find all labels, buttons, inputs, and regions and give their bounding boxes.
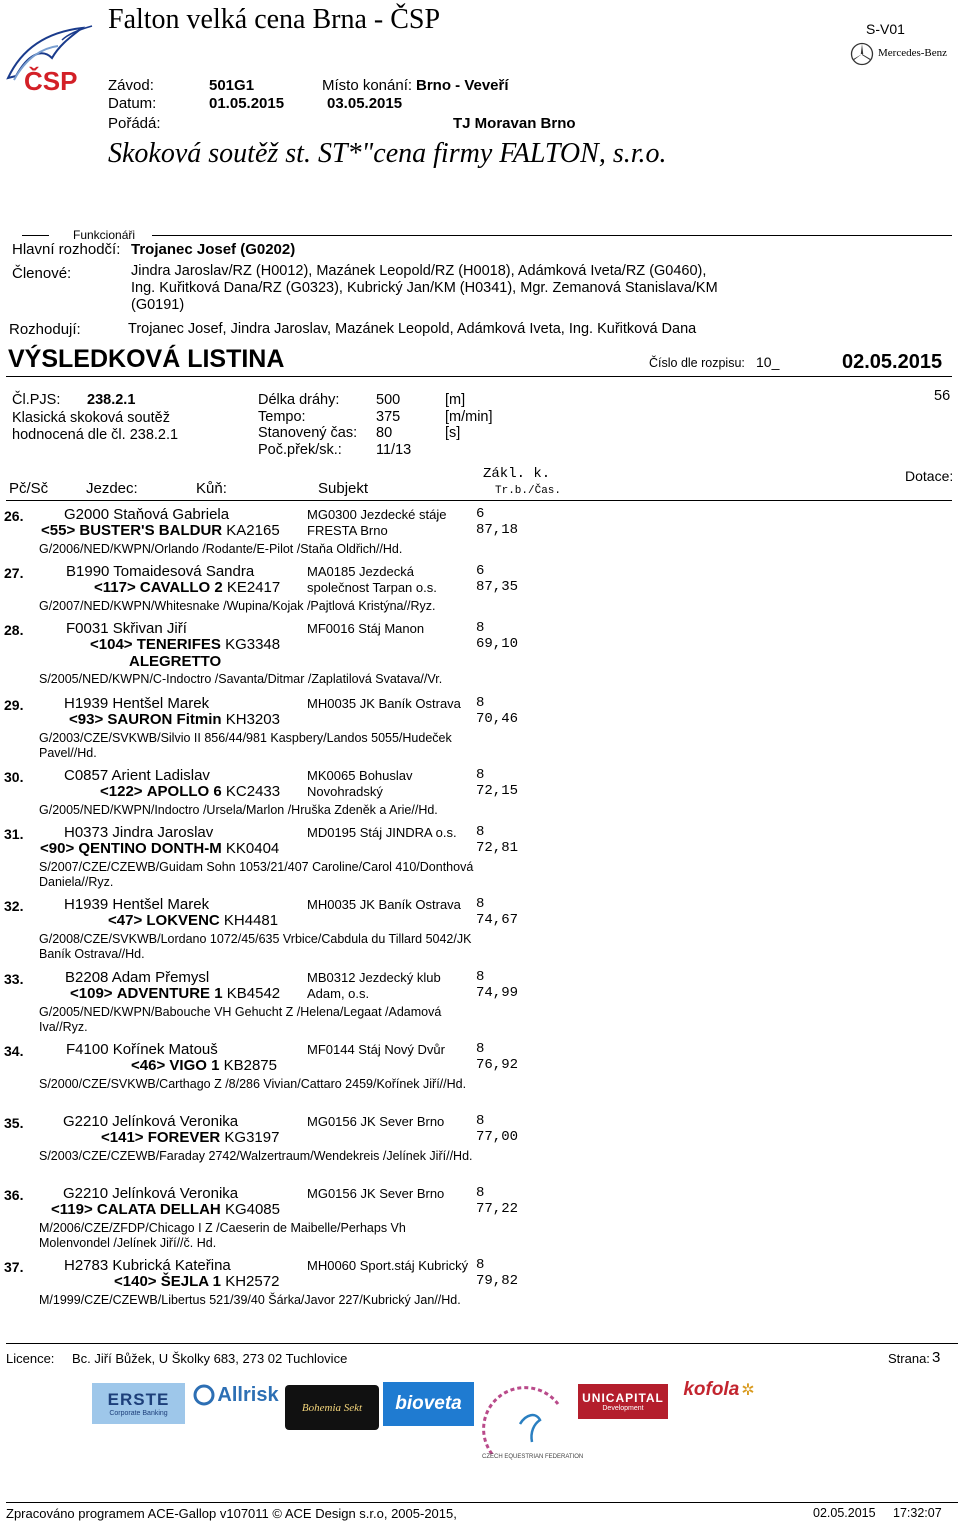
penalties: 8 [476, 1041, 485, 1057]
horse [101, 1129, 279, 1146]
table-header-divider [6, 500, 952, 501]
horse-name-extra [129, 653, 221, 670]
pedigree: S/2005/NED/KWPN/C-Indoctro /Savanta/Ditmar /Zaplatilová Svatava//Vr. [39, 672, 443, 686]
tempo-value: 375 [376, 409, 401, 425]
rank: 33. [4, 971, 24, 987]
horse-name: ADVENTURE 1 [116, 985, 223, 1002]
strana-value: 3 [932, 1349, 941, 1366]
horse-number: <122> [100, 783, 143, 800]
misto-label: Místo konání: [322, 77, 413, 94]
horse-id: KG3348 [225, 636, 281, 653]
penalties: 8 [476, 1257, 485, 1273]
horse-id: KB2875 [223, 1057, 277, 1074]
kofola-logo [672, 1380, 766, 1400]
horse-name: VIGO 1 [169, 1057, 220, 1074]
horse-name: TENERIFES [136, 636, 221, 653]
chief-value: Trojanec Josef (G0202) [131, 241, 296, 258]
prek-label: Poč.přek/sk.: [258, 442, 342, 458]
penalties: 6 [476, 506, 485, 522]
bioveta-text: bioveta [395, 1393, 462, 1414]
allrisk-logo [190, 1380, 282, 1410]
time: 70,46 [476, 711, 519, 727]
horse-name: APOLLO 6 [146, 783, 222, 800]
bioveta-logo [383, 1382, 474, 1426]
col-pc: Pč/Sč [9, 480, 49, 497]
horse-name: BUSTER'S BALDUR [79, 522, 223, 539]
members-label: Členové: [12, 265, 72, 282]
bohemia-text: Bohemia Sekt [301, 1401, 363, 1414]
col-zakl: Zákl. k. [483, 466, 551, 482]
rank: 32. [4, 898, 24, 914]
prek-value: 11/13 [376, 442, 412, 458]
delka-value: 500 [376, 392, 401, 408]
owner: MG0300 Jezdecké stáje FRESTA Brno [307, 507, 447, 538]
licence-label: Licence: [6, 1351, 55, 1366]
rider-name: H1939 Hentšel Marek [64, 695, 210, 712]
horse-number: <55> [41, 522, 76, 539]
datum-label: Datum: [108, 95, 157, 112]
horse-id: KG4085 [224, 1201, 280, 1218]
penalties: 8 [476, 896, 485, 912]
horse-id: KB4542 [226, 985, 281, 1002]
pedigree: M/2006/CZE/ZFDP/Chicago I Z /Caeserin de Maibelle/Perhaps Vh Molenvondel /Jelínek Jiří//č. Hd. [39, 1221, 406, 1250]
horse-name-line2: ALEGRETTO [129, 653, 222, 670]
members-line3: (G0191) [131, 297, 185, 313]
horse [114, 1273, 279, 1290]
rider-name: H0373 Jindra Jaroslav [64, 824, 214, 841]
col-kun: Kůň: [196, 480, 227, 497]
horse-number: <140> [114, 1273, 157, 1290]
rank: 27. [4, 565, 24, 581]
horse-number: <90> [40, 840, 75, 857]
horse-name: QENTINO DONTH-M [78, 840, 222, 857]
divider-left [22, 235, 49, 236]
horse [70, 985, 280, 1002]
results-date: 02.05.2015 [842, 351, 943, 373]
pedigree: G/2003/CZE/SVKWB/Silvio II 856/44/981 Kaspbery/Landos 5055/Hudeček Pavel//Hd. [39, 731, 452, 760]
misto-value: Brno - Veveří [416, 77, 509, 94]
mercedes-text: Mercedes-Benz [878, 47, 948, 59]
owner: MF0016 Stáj Manon [307, 621, 425, 636]
porada-value: TJ Moravan Brno [453, 115, 576, 132]
porada-label: Pořádá: [108, 115, 161, 132]
licence-value: Bc. Jiří Bůžek, U Školky 683, 273 02 Tuchlovice [72, 1351, 348, 1366]
members-line2: Ing. Kuřitková Dana/RZ (G0323), Kubrický Jan/KM (H0341), Mgr. Zemanová Stanislava/KM [131, 280, 718, 296]
horse [131, 1057, 277, 1074]
strana-label: Strana: [888, 1351, 930, 1366]
rank: 35. [4, 1115, 24, 1131]
rider-name: B1990 Tomaidesová Sandra [66, 563, 255, 580]
time: 79,82 [476, 1273, 519, 1289]
rider-name: F4100 Kořínek Matouš [66, 1041, 218, 1058]
horse-name: CAVALLO 2 [139, 579, 223, 596]
csp-logo-text: ČSP [24, 66, 78, 96]
horse-id: KG3197 [224, 1129, 280, 1146]
horse-number: <119> [51, 1201, 93, 1218]
erste-text: ERSTE [107, 1390, 170, 1409]
cef-text: CZECH EQUESTRIAN FEDERATION [482, 1454, 584, 1460]
owner: MK0065 Bohuslav Novohradský [307, 768, 413, 799]
cas-value: 80 [376, 425, 393, 441]
horse [90, 636, 280, 653]
horse-number: <46> [131, 1057, 166, 1074]
cas-unit: [s] [445, 425, 461, 441]
rozpis-label: Číslo dle rozpisu: [649, 356, 745, 370]
horse-id: KC2433 [225, 783, 281, 800]
owner: MH0060 Sport.stáj Kubrický [307, 1258, 469, 1273]
starters-count: 56 [934, 388, 951, 404]
pedigree: S/2000/CZE/SVKWB/Carthago Z /8/286 Vivian/Cattaro 2459/Kořínek Jiří//Hd. [39, 1077, 467, 1091]
allrisk-swirl-icon [193, 1384, 215, 1406]
horse-name: CALATA DELLAH [96, 1201, 221, 1218]
horse-number: <93> [69, 711, 104, 728]
horse-id: KE2417 [226, 579, 281, 596]
rider-name: H2783 Kubrická Kateřina [64, 1257, 231, 1274]
col-trb: Tr.b./Čas. [495, 485, 562, 497]
print-date: 02.05.2015 [813, 1506, 876, 1520]
time: 87,35 [476, 579, 519, 595]
bottom-divider [6, 1502, 958, 1503]
zavod-value: 501G1 [209, 77, 255, 94]
deciding-value: Trojanec Josef, Jindra Jaroslav, Mazánek Leopold, Adámková Iveta, Ing. Kuřitková Dana [128, 321, 697, 337]
erste-sub: Corporate Banking [109, 1410, 168, 1417]
penalties: 8 [476, 1113, 485, 1129]
unicapital-logo [578, 1384, 668, 1419]
rozpis-value: 10_ [756, 354, 780, 370]
horse-name: LOKVENC [146, 912, 220, 929]
horse-id: KH2572 [225, 1273, 280, 1290]
penalties: 6 [476, 563, 485, 579]
mercedes-star-icon [850, 42, 874, 66]
allrisk-text: Allrisk [217, 1383, 279, 1406]
time: 74,99 [476, 985, 519, 1001]
horse [94, 579, 280, 596]
erste-logo [92, 1383, 185, 1424]
pedigree: M/1999/CZE/CZEWB/Libertus 521/39/40 Šárka/Javor 227/Kubrický Jan//Hd. [39, 1293, 461, 1307]
rank: 28. [4, 622, 24, 638]
kofola-star-icon: ✲ [741, 1382, 755, 1399]
horse [41, 522, 280, 539]
cef-logo [482, 1384, 584, 1464]
horse [40, 840, 279, 857]
horse-id: KH4481 [223, 912, 279, 929]
time: 77,00 [476, 1129, 519, 1145]
time: 74,67 [476, 912, 519, 928]
horse [108, 912, 278, 929]
cef-horse-icon [482, 1384, 584, 1464]
penalties: 8 [476, 767, 485, 783]
deciding-label: Rozhodují: [9, 321, 81, 338]
col-jezdec: Jezdec: [86, 480, 138, 497]
pedigree: S/2007/CZE/CZEWB/Guidam Sohn 1053/21/407 Caroline/Carol 410/Donthová Daniela//Ryz. [39, 860, 474, 889]
rank: 26. [4, 508, 24, 524]
pedigree: G/2008/CZE/SVKWB/Lordano 1072/45/635 Vrbice/Cabdula du Tillard 5042/JK Baník Ostrava//Hd. [39, 932, 472, 961]
time: 87,18 [476, 522, 519, 538]
owner: MG0156 JK Sever Brno [307, 1186, 445, 1201]
time: 72,81 [476, 840, 519, 856]
rank: 31. [4, 826, 24, 842]
datum-from: 01.05.2015 [209, 95, 285, 112]
owner: MA0185 Jezdecká společnost Tarpan o.s. [307, 564, 437, 595]
bohemia-logo [285, 1385, 379, 1430]
rider-name: G2000 Staňová Gabriela [64, 506, 230, 523]
horse-number: <141> [101, 1129, 144, 1146]
datum-to: 03.05.2015 [327, 95, 403, 112]
penalties: 8 [476, 695, 485, 711]
chief-label: Hlavní rozhodčí: [12, 241, 121, 258]
type-line2: hodnocená dle čl. 238.2.1 [12, 427, 179, 443]
delka-label: Délka dráhy: [258, 392, 340, 408]
penalties: 8 [476, 620, 485, 636]
horse-number: <47> [108, 912, 143, 929]
csp-logo [2, 18, 98, 96]
type-line1: Klasická skoková soutěž [12, 410, 170, 426]
zavod-label: Závod: [108, 77, 154, 94]
rider-name: C0857 Arient Ladislav [64, 767, 210, 784]
competition-title: Skoková soutěž st. ST*"cena firmy FALTON, s.r.o. [108, 138, 667, 169]
owner: MH0035 JK Baník Ostrava [307, 696, 461, 711]
print-time: 17:32:07 [893, 1506, 942, 1520]
rank: 34. [4, 1043, 24, 1059]
event-title: Falton velká cena Brna - ČSP [108, 4, 441, 35]
officials-label: Funkcionáři [73, 228, 136, 242]
time: 72,15 [476, 783, 519, 799]
results-divider [6, 376, 952, 377]
rider-name: G2210 Jelínková Veronika [63, 1185, 239, 1202]
rider-name: F0031 Skřivan Jiří [66, 620, 187, 637]
divider-right [152, 235, 952, 236]
horse-number: <117> [94, 579, 136, 596]
mercedes-logo [850, 42, 960, 66]
members-line1: Jindra Jaroslav/RZ (H0012), Mazánek Leopold/RZ (H0018), Adámková Iveta/RZ (G0460), [131, 263, 707, 279]
results-title: VÝSLEDKOVÁ LISTINA [8, 345, 285, 373]
footer-divider [6, 1343, 958, 1344]
horse [51, 1201, 280, 1218]
horse [100, 783, 280, 800]
col-dotace: Dotace: [905, 468, 954, 484]
result-code: S-V01 [866, 21, 905, 37]
rider-name: B2208 Adam Přemysl [65, 969, 210, 986]
horse-id: KA2165 [226, 522, 280, 539]
owner: MH0035 JK Baník Ostrava [307, 897, 461, 912]
col-subjekt: Subjekt [318, 480, 369, 497]
horse-number: <104> [90, 636, 133, 653]
owner: MB0312 Jezdecký klub Adam, o.s. [307, 970, 441, 1001]
time: 76,92 [476, 1057, 519, 1073]
program-note: Zpracováno programem ACE-Gallop v107011 © ACE Design s.r.o, 2005-2015, [6, 1506, 457, 1521]
horse-number: <109> [70, 985, 113, 1002]
kofola-text: kofola [683, 1379, 740, 1400]
time: 69,10 [476, 636, 519, 652]
penalties: 8 [476, 824, 485, 840]
rank: 30. [4, 769, 24, 785]
penalties: 8 [476, 1185, 485, 1201]
owner: MD0195 Stáj JINDRA o.s. [307, 825, 457, 840]
cas-label: Stanovený čas: [258, 425, 358, 441]
tempo-unit: [m/min] [445, 409, 493, 425]
rank: 37. [4, 1259, 24, 1275]
owner: MF0144 Stáj Nový Dvůr [307, 1042, 445, 1057]
pjs-label: Čl.PJS: [12, 392, 61, 408]
horse-name: SAURON Fitmin [107, 711, 222, 728]
horse-id: KH3203 [225, 711, 280, 728]
owner: MG0156 JK Sever Brno [307, 1114, 445, 1129]
horse [69, 711, 280, 728]
unicapital-sub: Development [602, 1405, 644, 1412]
pjs-value: 238.2.1 [87, 392, 136, 408]
horse-name: ŠEJLA 1 [160, 1273, 222, 1290]
tempo-label: Tempo: [258, 409, 306, 425]
time: 77,22 [476, 1201, 519, 1217]
rank: 29. [4, 697, 24, 713]
rider-name: G2210 Jelínková Veronika [63, 1113, 239, 1130]
pedigree: S/2003/CZE/CZEWB/Faraday 2742/Walzertraum/Wendekreis /Jelínek Jiří//Hd. [39, 1149, 473, 1163]
delka-unit: [m] [445, 392, 466, 408]
penalties: 8 [476, 969, 485, 985]
rank: 36. [4, 1187, 24, 1203]
horse-name: FOREVER [147, 1129, 221, 1146]
pedigree: G/2007/NED/KWPN/Whitesnake /Wupina/Kojak /Pajtlová Kristýna//Ryz. [39, 599, 436, 613]
rider-name: H1939 Hentšel Marek [64, 896, 210, 913]
unicapital-text: UNICAPITAL [582, 1391, 664, 1405]
horse-id: KK0404 [225, 840, 280, 857]
pedigree: G/2005/NED/KWPN/Indoctro /Ursela/Marlon /Hruška Zdeněk a Arie//Hd. [39, 803, 438, 817]
pedigree: G/2005/NED/KWPN/Babouche VH Gehucht Z /Helena/Legaat /Adamová Iva//Ryz. [39, 1005, 442, 1034]
pedigree: G/2006/NED/KWPN/Orlando /Rodante/E-Pilot /Staňa Oldřich//Hd. [39, 542, 403, 556]
